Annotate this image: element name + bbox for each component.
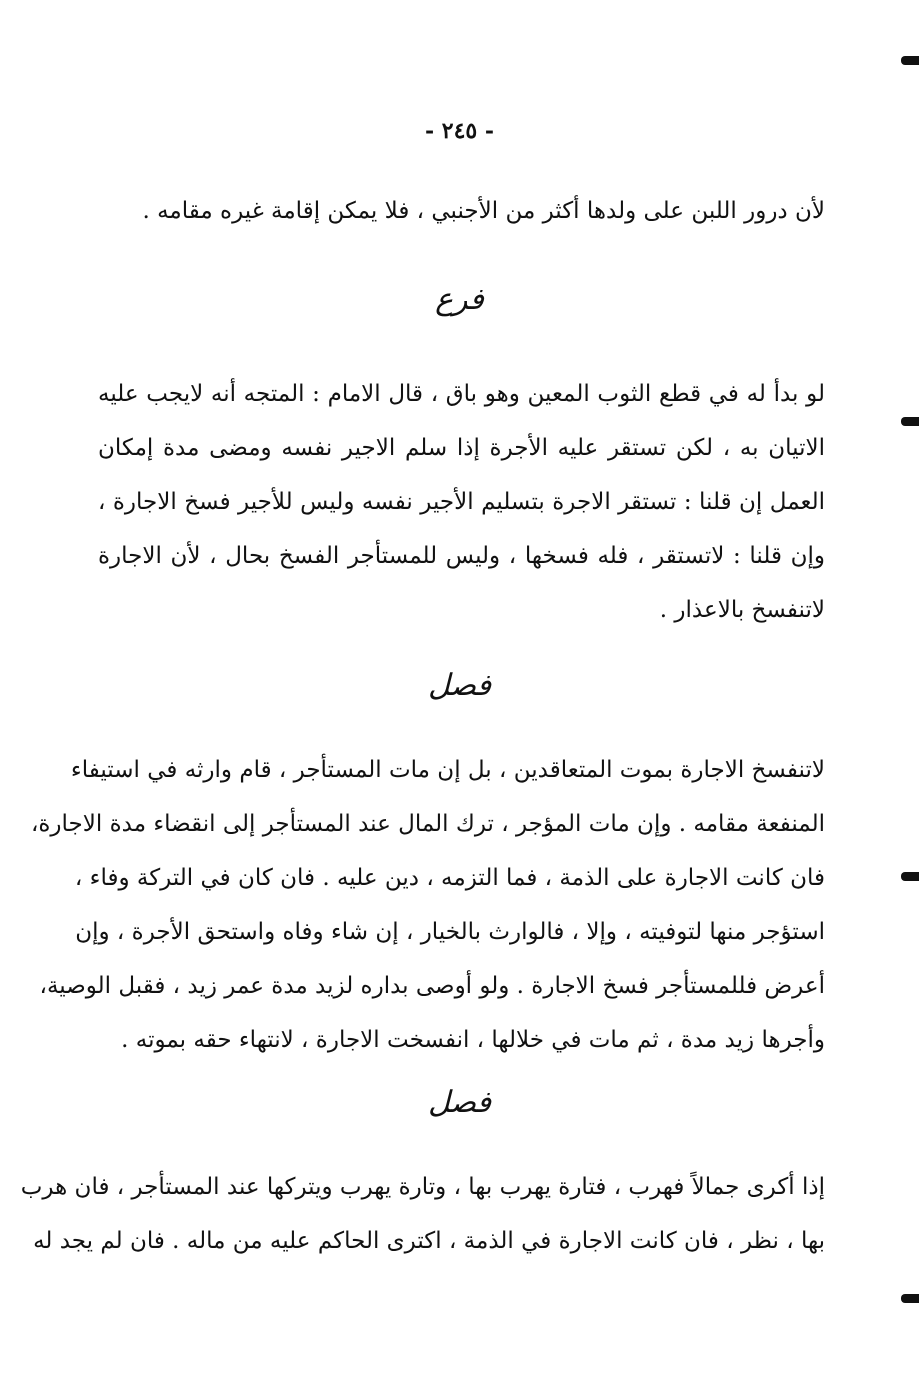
page-edge-mark (901, 417, 919, 426)
page-number: - ٢٤٥ - (424, 118, 495, 144)
top-paragraph (98, 184, 825, 238)
page-edge-mark (901, 56, 919, 65)
text-line: وإن قلنا : لاتستقر ، فله فسخها ، وليس للمستأجر الفسخ بحال ، لأن الاجارة (98, 543, 825, 569)
text-line: وأجرها زيد مدة ، ثم مات في خلالها ، انفسخت الاجارة ، لانتهاء حقه بموته . (121, 1027, 825, 1053)
section-heading-fasl-2: فصل (427, 1085, 492, 1120)
text-line: بها ، نظر ، فان كانت الاجارة في الذمة ، اكترى الحاكم عليه من ماله . فان لم يجد له (33, 1228, 825, 1254)
section-1-paragraph (98, 367, 825, 637)
text-line: لو بدأ له في قطع الثوب المعين وهو باق ، قال الامام : المتجه أنه لايجب عليه (98, 381, 825, 407)
text-line: إذا أكرى جمالاً فهرب ، فتارة يهرب بها ، وتارة يهرب ويتركها عند المستأجر ، فان هرب (20, 1174, 825, 1200)
text-line: لأن درور اللبن على ولدها أكثر من الأجنبي ، فلا يمكن إقامة غيره مقامه . (142, 198, 825, 224)
page-edge-mark (901, 872, 919, 881)
text-line: فان كانت الاجارة على الذمة ، فما التزمه ، دين عليه . فان كان في التركة وفاء ، (74, 865, 825, 891)
text-line: لاتنفسخ بالاعذار . (659, 597, 825, 623)
section-heading-fasl-1: فصل (427, 668, 492, 703)
text-line: الاتيان به ، لكن تستقر عليه الأجرة إذا سلم الاجير نفسه ومضى مدة إمكان (98, 435, 825, 461)
section-3-paragraph (20, 1160, 825, 1268)
text-line: العمل إن قلنا : تستقر الاجرة بتسليم الأجير نفسه وليس للأجير فسخ الاجارة ، (98, 489, 825, 515)
text-line: أعرض فللمستأجر فسخ الاجارة . ولو أوصى بداره لزيد مدة عمر زيد ، فقبل الوصية، (39, 973, 825, 999)
text-line: استؤجر منها لتوفيته ، وإلا ، فالوارث بالخيار ، إن شاء وفاه واستحق الأجرة ، وإن (75, 919, 825, 945)
text-line: لاتنفسخ الاجارة بموت المتعاقدين ، بل إن مات المستأجر ، قام وارثه في استيفاء (70, 757, 825, 783)
section-heading-far: فرع (435, 282, 484, 317)
section-2-paragraph (30, 743, 825, 1067)
text-line: المنفعة مقامه . وإن مات المؤجر ، ترك المال عند المستأجر إلى انقضاء مدة الاجارة، (30, 811, 825, 837)
page-edge-mark (901, 1294, 919, 1303)
